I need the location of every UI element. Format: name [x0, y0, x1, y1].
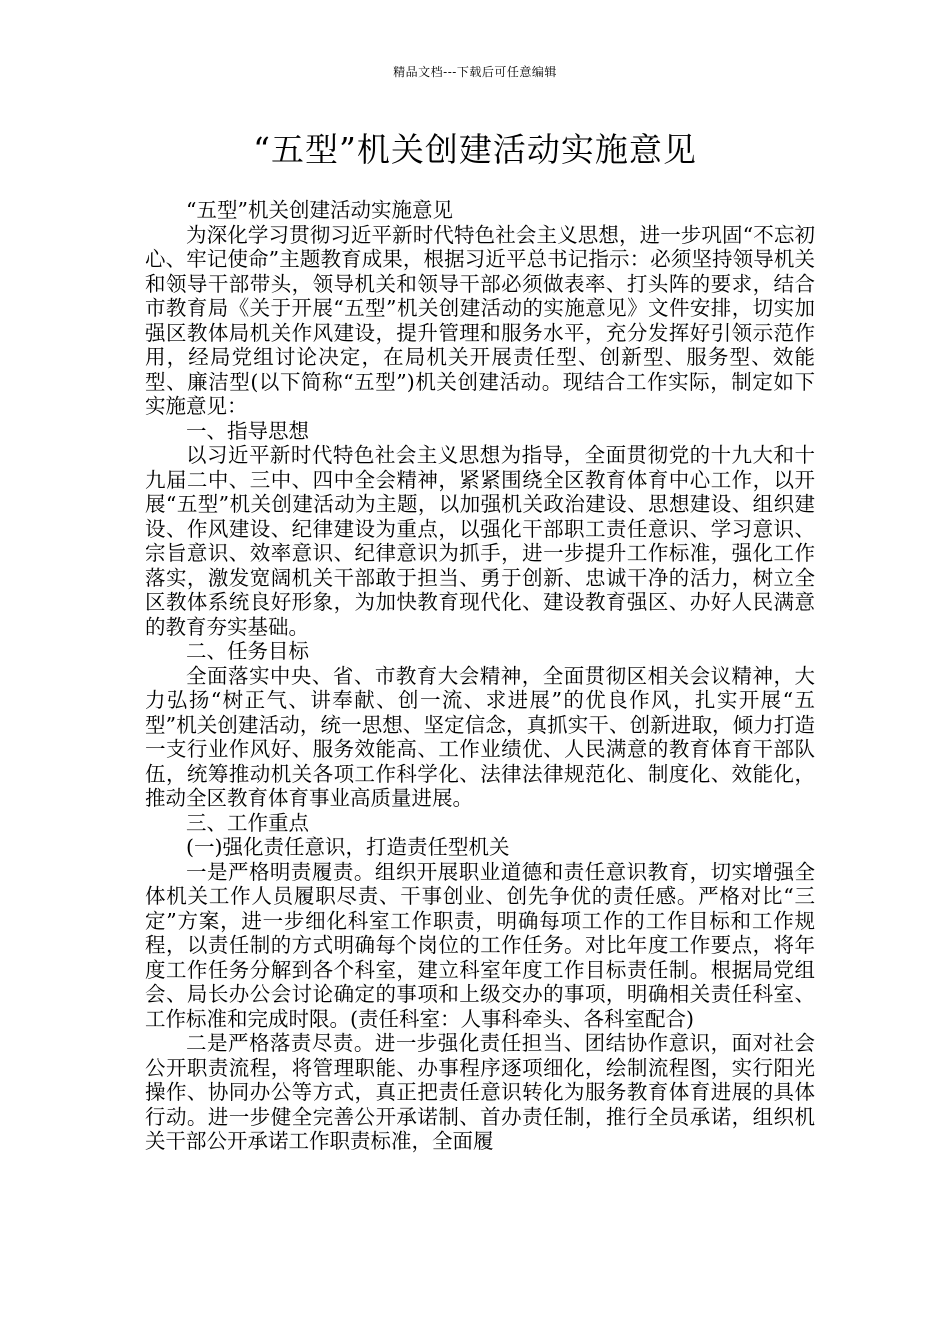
page-header: 精品文档---下载后可任意编辑: [393, 65, 557, 79]
document-title: “五型”机关创建活动实施意见: [253, 130, 697, 169]
body-paragraph-fulfill-duty: 二是严格落责尽责。进一步强化责任担当、团结协作意识，面对社会公开职责流程，将管理职能、办事程序逐项细化，绘制流程图，实行阳光操作、协同办公等方式，真正把责任意识转化为服务教育体育进展的具体行动。进一步健全完善公开承诺制、首办责任制，推行全员承诺，组织机关干部公开承诺工作职责标准，全面履: [145, 1031, 815, 1153]
body-paragraph-guiding-ideology: 以习近平新时代特色社会主义思想为指导，全面贯彻党的十九大和十九届二中、三中、四中全会精神，紧紧围绕全区教育体育中心工作，以开展“五型”机关创建活动为主题，以加强机关政治建设、思想建设、组织建设、作风建设、纪律建设为重点，以强化干部职工责任意识、学习意识、宗旨意识、效率意识、纪律意识为抓手，进一步提升工作标准，强化工作落实，激发宽阔机关干部敢于担当、勇于创新、忠诚干净的活力，树立全区教体系统良好形象，为加快教育现代化、建设教育强区、办好人民满意的教育夯实基础。: [145, 443, 815, 639]
section-heading-task-goals: 二、任务目标: [186, 639, 309, 663]
section-heading-guiding-ideology: 一、指导思想: [186, 418, 309, 443]
section-heading-work-focus: 三、工作重点: [186, 810, 309, 835]
body-paragraph-strict-duty: 一是严格明责履责。组织开展职业道德和责任意识教育，切实增强全体机关工作人员履职尽责、干事创业、创先争优的责任感。严格对比“三定”方案，进一步细化科室工作职责，明确每项工作的工作目标和工作规程，以责任制的方式明确每个岗位的工作任务。对比年度工作要点，将年度工作任务分解到各个科室，建立科室年度工作目标责任制。根据局党组会、局长办公会讨论确定的事项和上级交办的事项，明确相关责任科室、工作标准和完成时限。(责任科室：人事科牵头、各科室配合): [145, 859, 815, 1031]
document-body: [145, 198, 815, 1154]
body-paragraph-intro: 为深化学习贯彻习近平新时代特色社会主义思想，进一步巩固“不忘初心、牢记使命”主题教育成果，根据习近平总书记指示：必须坚持领导机关和领导干部带头，领导机关和领导干部必须做表率、打头阵的要求，结合市教育局《关于开展“五型”机关创建活动的实施意见》文件安排，切实加强区教体局机关作风建设，提升管理和服务水平，充分发挥好引领示范作用，经局党组讨论决定，在局机关开展责任型、创新型、服务型、效能型、廉洁型(以下简称“五型”)机关创建活动。现结合工作实际，制定如下实施意见：: [145, 222, 815, 418]
subsection-heading-responsibility: (一)强化责任意识，打造责任型机关: [186, 835, 510, 859]
body-paragraph-subtitle: “五型”机关创建活动实施意见: [186, 198, 453, 222]
body-paragraph-task-goals: 全面落实中央、省、市教育大会精神，全面贯彻区相关会议精神，大力弘扬“树正气、讲奉献、创一流、求进展”的优良作风，扎实开展“五型”机关创建活动，统一思想、坚定信念，真抓实干、创新进取，倾力打造一支行业作风好、服务效能高、工作业绩优、人民满意的教育体育干部队伍，统筹推动机关各项工作科学化、法律法律规范化、制度化、效能化，推动全区教育体育事业高质量进展。: [145, 663, 815, 810]
